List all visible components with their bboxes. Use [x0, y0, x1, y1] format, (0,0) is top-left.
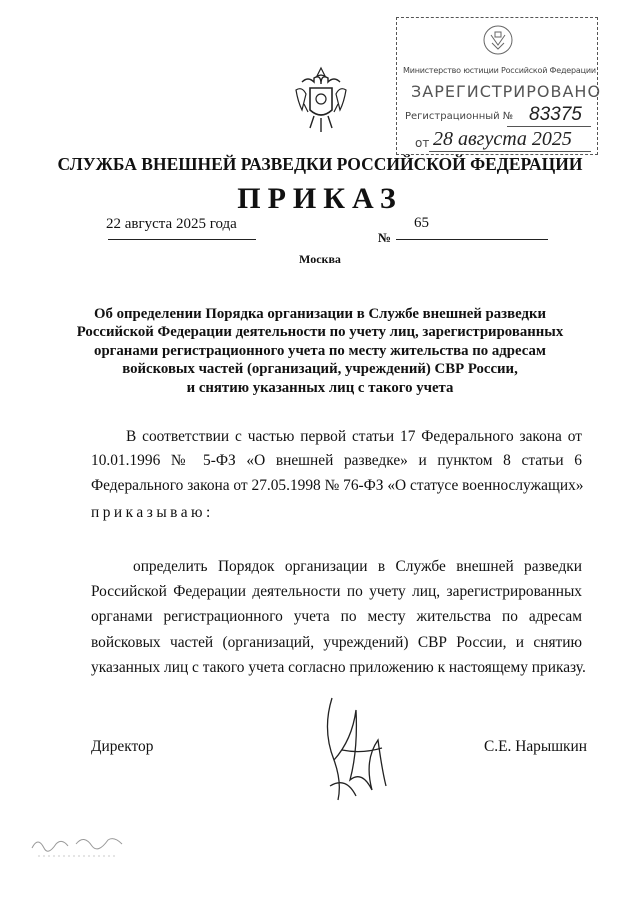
- signer-position: Директор: [91, 738, 154, 755]
- stamp-date-handwritten: 28 августа 2025: [433, 128, 572, 150]
- date-underline: [108, 239, 256, 240]
- number-underline: [396, 239, 548, 240]
- stamp-date-prefix: от: [415, 136, 430, 150]
- document-title: [60, 305, 580, 397]
- title-line: органами регистрационного учета по месту жительства по адресам: [94, 342, 546, 359]
- handwritten-initials-icon: [28, 826, 130, 866]
- registration-stamp: [396, 17, 602, 155]
- stamp-date-line: [429, 151, 591, 152]
- title-line: Российской Федерации деятельности по учету лиц, зарегистрированных: [76, 324, 564, 341]
- preamble-line: В соответствии с частью первой статьи 17 Федерального закона от: [126, 428, 582, 445]
- city: Москва: [299, 252, 341, 266]
- stamp-reg-number: 83375: [529, 104, 582, 125]
- agency-name: СЛУЖБА ВНЕШНЕЙ РАЗВЕДКИ РОССИЙСКОЙ ФЕДЕРАЦИИ: [57, 154, 583, 174]
- order-date: 22 августа 2025 года: [106, 216, 237, 232]
- order-number: 65: [414, 215, 429, 231]
- stamp-ministry-text: Министерство юстиции Российской Федерации: [403, 66, 596, 75]
- order-line: Российской Федерации деятельности по учету лиц, зарегистрированных: [91, 583, 582, 600]
- title-line: войсковых частей (организаций, учреждений) СВР России,: [122, 361, 518, 378]
- document-type: ПРИКАЗ: [237, 182, 403, 215]
- title-line: Об определении Порядка организации в Службе внешней разведки: [93, 306, 547, 322]
- title-line: и снятию указанных лиц с такого учета: [186, 379, 454, 396]
- number-sign: №: [378, 230, 392, 245]
- preamble-line: 10.01.1996 № 5-ФЗ «О внешней разведке» и пунктом 8 статьи 6: [91, 452, 582, 469]
- order-line: органами регистрационного учета по месту жительства по адресам: [91, 608, 582, 625]
- order-line: указанных лиц с такого учета согласно приложению к настоящему приказу.: [91, 659, 586, 676]
- order-line: войсковых частей (организаций, учреждений) СВР России, и снятию: [91, 634, 582, 651]
- coat-of-arms-icon: [292, 64, 350, 138]
- signer-name: С.Е. Нарышкин: [484, 738, 587, 755]
- preamble-line: Федерального закона от 27.05.1998 № 76-ФЗ «О статусе военнослужащих»: [91, 477, 584, 494]
- stamp-reg-number-line: [507, 126, 591, 127]
- stamp-emblem-icon: [479, 23, 517, 59]
- handwritten-signature-icon: [312, 690, 394, 810]
- order-line: определить Порядок организации в Службе внешней разведки: [133, 558, 582, 575]
- stamp-registered-text: ЗАРЕГИСТРИРОВАНО: [411, 82, 602, 101]
- order-verb: приказываю:: [91, 504, 214, 521]
- stamp-reg-number-label: Регистрационный №: [405, 111, 514, 122]
